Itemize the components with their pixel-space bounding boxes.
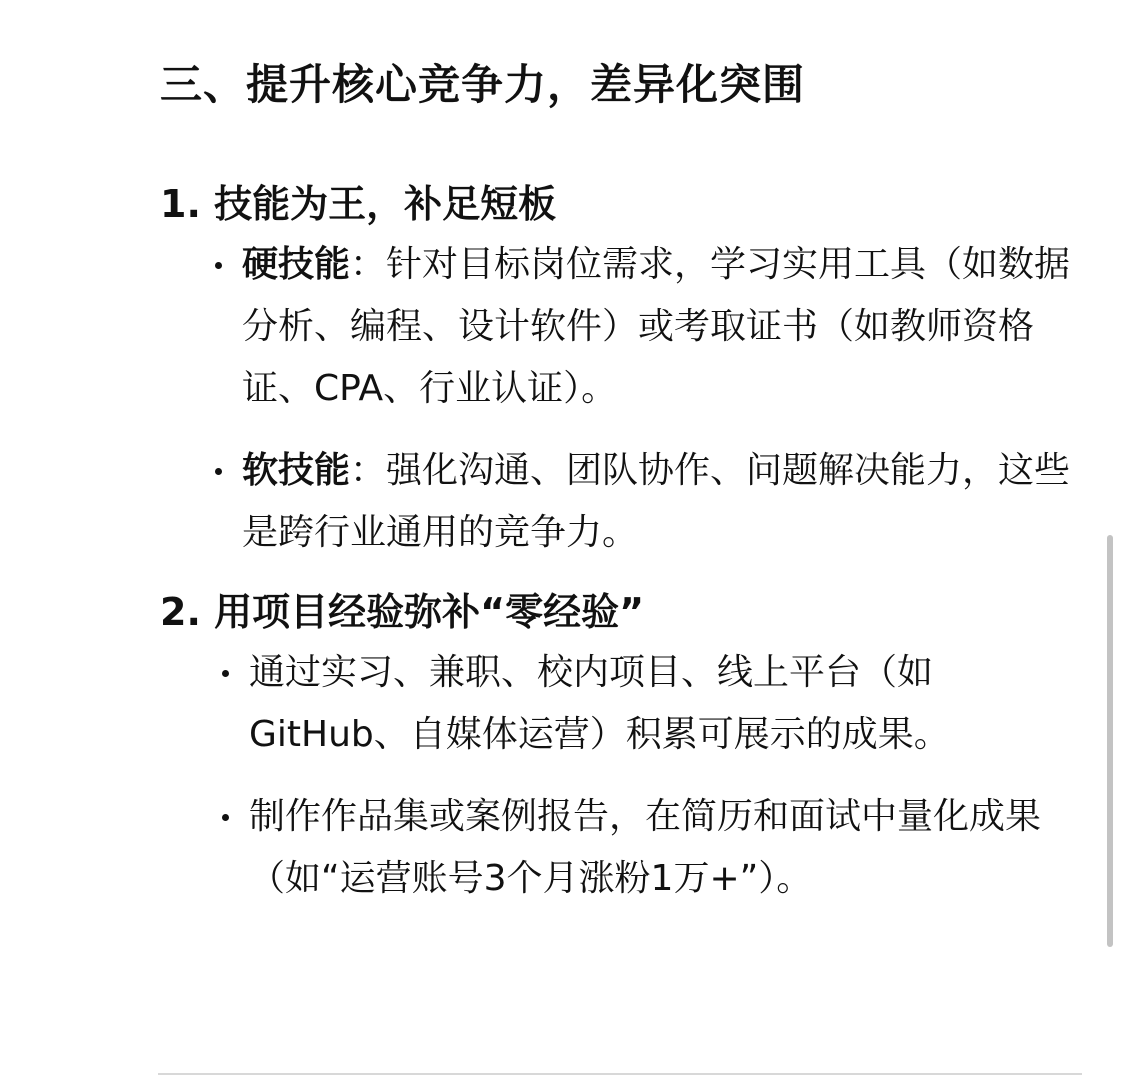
- list-item: [160, 642, 1090, 766]
- bullet-dot-icon: [215, 468, 222, 475]
- hard-skills-label: 硬技能: [242, 244, 351, 285]
- skills-bullet-list: [160, 234, 1090, 564]
- subheading-skills: 1. 技能为王，补足短板: [160, 182, 557, 226]
- hard-skills-text: ：针对目标岗位需求，学习实用工具（如数据分析、编程、设计软件）或考取证书（如教师资格证、CPA、行业认证）。: [242, 244, 1071, 409]
- soft-skills-text: ：强化沟通、团队协作、问题解决能力，这些是跨行业通用的竞争力。: [242, 450, 1071, 553]
- bullet-dot-icon: [222, 670, 229, 677]
- scrollbar-thumb[interactable]: [1107, 535, 1113, 947]
- soft-skills-label: 软技能: [242, 450, 351, 491]
- section-divider: [158, 1073, 1082, 1075]
- list-item: [160, 786, 1090, 910]
- subheading-projects: 2. 用项目经验弥补“零经验”: [160, 590, 645, 634]
- section-heading: 三、提升核心竞争力，差异化突围: [160, 60, 806, 109]
- list-item: [160, 440, 1090, 564]
- article-content: [160, 54, 1090, 910]
- project-experience-text: 通过实习、兼职、校内项目、线上平台（如GitHub、自媒体运营）积累可展示的成果。: [249, 652, 950, 755]
- list-item: [160, 234, 1090, 420]
- bullet-dot-icon: [215, 262, 222, 269]
- projects-bullet-list: [160, 642, 1090, 910]
- portfolio-text: 制作作品集或案例报告，在简历和面试中量化成果（如“运营账号3个月涨粉1万+”）。: [249, 796, 1042, 899]
- bullet-dot-icon: [222, 814, 229, 821]
